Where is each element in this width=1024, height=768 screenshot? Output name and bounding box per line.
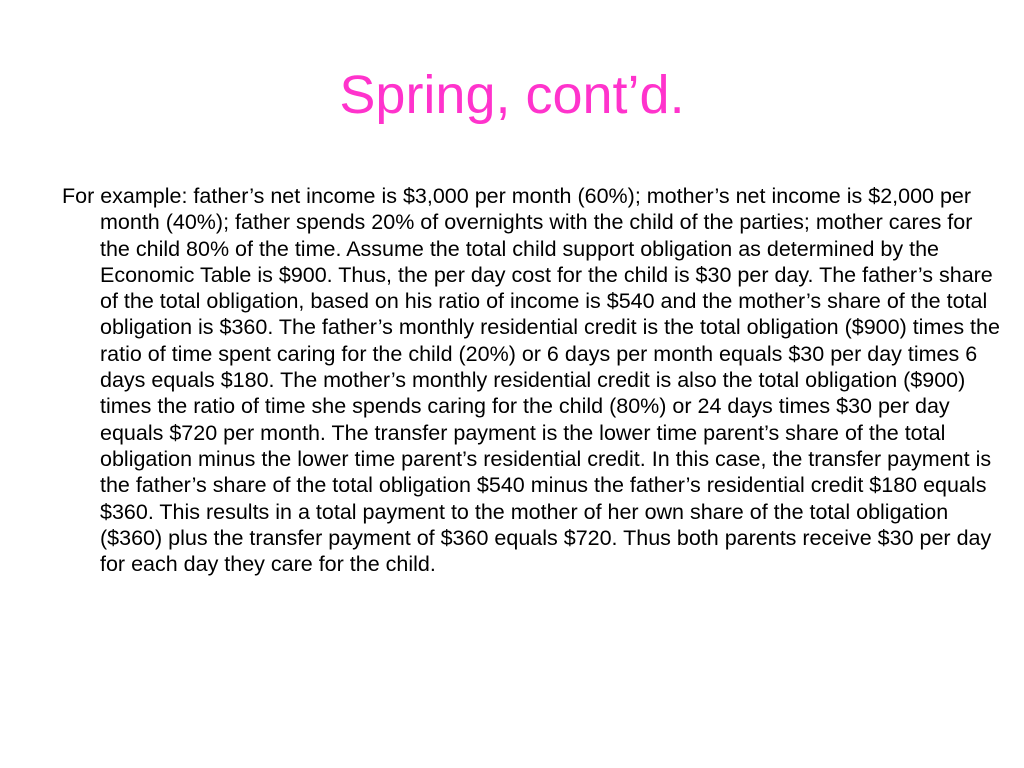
slide-title: Spring, cont’d. bbox=[339, 65, 685, 125]
slide-body-paragraph: For example: father’s net income is $3,000 per month (60%); mother’s net income is $2,000 per month (40%); father spends 20% of overnights with the child of the parties; mother cares for the child 80% of the time. Assume the total child support obligation as determined by the Economic Table is $900. Thus, the per day cost for the child is $30 per day. The father’s share of the total obligation, based on his ratio of income is $540 and the mother’s share of the total obligation is $360. The father’s monthly residential credit is the total obligation ($900) times the ratio of time spent caring for the child (20%) or 6 days per month equals $30 per day times 6 days equals $180. The mother’s monthly residential credit is also the total obligation ($900) times the ratio of time she spends caring for the child (80%) or 24 days times $30 per day equals $720 per month. The transfer payment is the lower time parent’s share of the total obligation minus the lower time parent’s residential credit. In this case, the transfer payment is the father’s share of the total obligation $540 minus the father’s residential credit $180 equals $360. This results in a total payment to the mother of her own share of the total obligation ($360) plus the transfer payment of $360 equals $720. Thus both parents receive $30 per day for each day they care for the child. bbox=[62, 184, 1000, 577]
